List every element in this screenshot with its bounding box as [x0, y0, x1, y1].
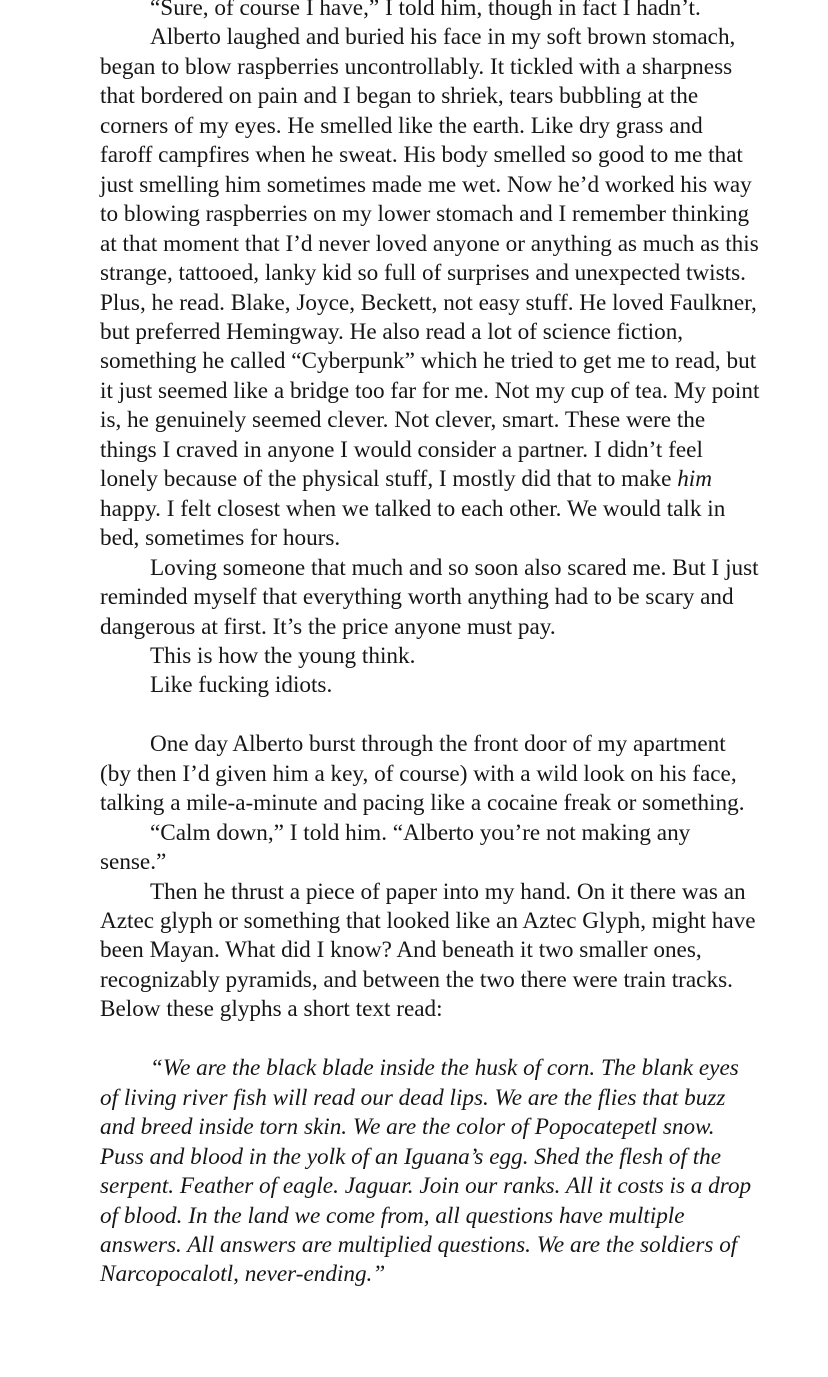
paragraph-young-think: This is how the young think.	[150, 642, 416, 669]
glyph-quote: “We are the black blade inside the husk of corn. The blank eyes of living river fish will read our dead lips. We are the flies that buzz and breed inside torn skin. We are the color of Popocatepetl snow. Puss and blood in the yolk of an Iguana’s egg. Shed the flesh of the serpent. Feather of eagle. Jaguar. Join our ranks. All it costs is a drop of blood. In the land we come from, all questions have multiple answers. All answers are multiplied questions. We are the soldiers of Narcopocalotl, never-ending.”	[100, 1055, 752, 1288]
paragraph-alberto-laughed-start: Alberto laughed and buried his face in my soft brown stomach, began to blow raspberries uncontrollably. It tickled with a sharpness that bordered on pain and I began to shriek, tears bubbling at the corners of my eyes. He smelled like the earth. Like dry grass and faroff campfires when he sweat. His body smelled so good to me that just smelling him sometimes made me wet. Now he’d worked his way to blowing raspberries on my lower stomach and I remember thinking at that moment that I’d never loved anyone or anything as much as this strange, tattooed, lanky kid so full of surprises and unexpected twists. Plus, he read. Blake, Joyce, Beckett, not easy stuff. He loved Faulkner, but preferred Hemingway. He also read a lot of science fiction, something he called “Cyberpunk” which he tried to get me to read, but it just seemed like a bridge too far for me. Not my cup of tea. My point is, he genuinely seemed clever. Not clever, smart. These were the things I craved in anyone I would consider a partner. I didn’t feel lonely because of the physical stuff, I mostly did that to make	[100, 24, 760, 493]
section-break	[100, 701, 760, 730]
quote-break	[100, 1025, 760, 1054]
paragraph-piece-of-paper: Then he thrust a piece of paper into my hand. On it there was an Aztec glyph or something that looked like an Aztec Glyph, might have been Mayan. What did I know? And beneath it two smaller ones, recognizably pyramids, and between the two there were train tracks. Below these glyphs a short text read:	[100, 878, 756, 1023]
paragraph-alberto-laughed-end: happy. I felt closest when we talked to each other. We would talk in bed, sometimes for hours.	[100, 495, 726, 552]
emphasis-him: him	[677, 466, 712, 493]
paragraph-loving-someone: Loving someone that much and so soon also scared me. But I just reminded myself that everything worth anything had to be scary and dangerous at first. It’s the price anyone must pay.	[100, 554, 759, 640]
paragraph-calm-down: “Calm down,” I told him. “Alberto you’re not making any sense.”	[100, 819, 691, 876]
paragraph-one-day: One day Alberto burst through the front door of my apartment (by then I’d given him a key, of course) with a wild look on his face, talking a mile-a-minute and pacing like a cocaine freak or something.	[100, 731, 745, 817]
paragraph-alberto-laughed	[100, 23, 760, 553]
paragraph-idiots: Like fucking idiots.	[150, 672, 333, 699]
paragraph-sure: “Sure, of course I have,” I told him, though in fact I hadn’t.	[150, 0, 701, 21]
page-text	[100, 0, 760, 1290]
